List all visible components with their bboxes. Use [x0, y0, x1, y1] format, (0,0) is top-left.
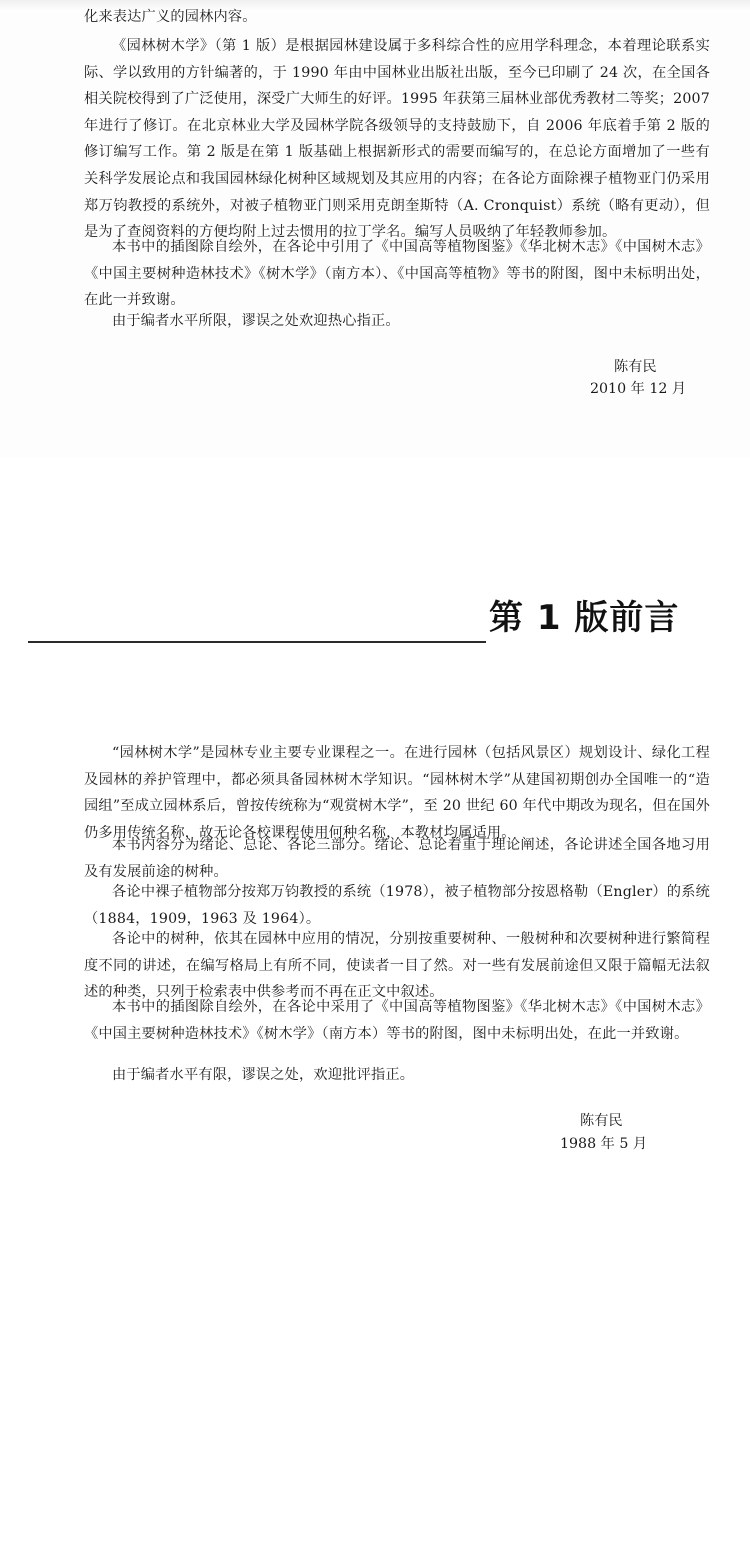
paragraph-closing-note: 由于编者水平所限，谬误之处欢迎热心指正。 — [112, 313, 400, 329]
author-signature: 陈有民 — [580, 1113, 623, 1129]
preface-date: 2010 年 12 月 — [590, 381, 687, 397]
paragraph-illustration-credits: 本书中的插图除自绘外，在各论中引用了《中国高等植物图鉴》《华北树木志》《中国树木志》《中国主要树种造林技术》《树木学》（南方本）、《中国高等植物》等书的附图，图中未标明出处，在此一并致谢。 — [84, 239, 710, 309]
paragraph-species-treatment: 各论中的树种，依其在园林中应用的情况，分别按重要树种、一般树种和次要树种进行繁简程度不同的讲述，在编写格局上有所不同，使读者一目了然。对一些有发展前途但又限于篇幅无法叙述的种类，只列于检索表中供参考而不再在正文中叙述。 — [84, 931, 710, 1001]
paragraph-classification-systems: 各论中裸子植物部分按郑万钧教授的系统（1978），被子植物部分按恩格勒（Engler）的系统（1884，1909，1963 及 1964）。 — [84, 884, 710, 927]
paragraph-book-structure: 本书内容分为绪论、总论、各论三部分。绪论、总论着重于理论阐述，各论讲述全国各地习用及有发展前途的树种。 — [84, 837, 710, 880]
preface-date: 1988 年 5 月 — [560, 1136, 648, 1152]
paragraph-closing-note: 由于编者水平有限，谬误之处，欢迎批评指正。 — [112, 1067, 415, 1083]
paragraph-continuation: 化来表达广义的园林内容。 — [84, 9, 257, 25]
paragraph-edition-history: 《园林树木学》（第 1 版）是根据园林建设属于多科综合性的应用学科理念，本着理论联系实际、学以致用的方针编著的，于 1990 年由中国林业出版社出版，至今已印刷了 24 次，在全国各相关院校得到了广泛使用，深受广大师生的好评。1995 年获第三届林业部优秀教材二等奖；2007 年进行了修订。在北京林业大学及园林学院各级领导的支持鼓励下，自 2006 年底着手第 2 版的修订编写工作。第 2 版是在第 1 版基础上根据新形式的需要而编写的，在总论方面增加了一些有关科学发展论点和我国园林绿化树种区域规划及其应用的内容；在各论方面除裸子植物亚门仍采用郑万钧教授的系统外，对被子植物亚门则采用克朗奎斯特（A. Cronquist）系统（略有更动），但是为了查阅资料的方便均附上过去惯用的拉丁学名。编写人员吸纳了年轻教师参加。 — [84, 38, 710, 241]
heading-rule — [28, 641, 486, 643]
paragraph-illustration-credits: 本书中的插图除自绘外，在各论中采用了《中国高等植物图鉴》《华北树木志》《中国树木志》《中国主要树种造林技术》《树木学》（南方本）等书的附图，图中未标明出处，在此一并致谢。 — [84, 999, 710, 1042]
page-title: 第 1 版前言 — [489, 598, 680, 638]
paragraph-course-intro: “园林树木学”是园林专业主要专业课程之一。在进行园林（包括风景区）规划设计、绿化工程及园林的养护管理中，都必须具备园林树木学知识。“园林树木学”从建国初期创办全国唯一的“造园组”至成立园林系后，曾按传统称为“观赏树木学”，至 20 世纪 60 年代中期改为现名，但在国外仍多用传统名称，故无论各校课程使用何种名称，本教材均属适用。 — [84, 745, 710, 841]
author-signature: 陈有民 — [614, 359, 657, 375]
